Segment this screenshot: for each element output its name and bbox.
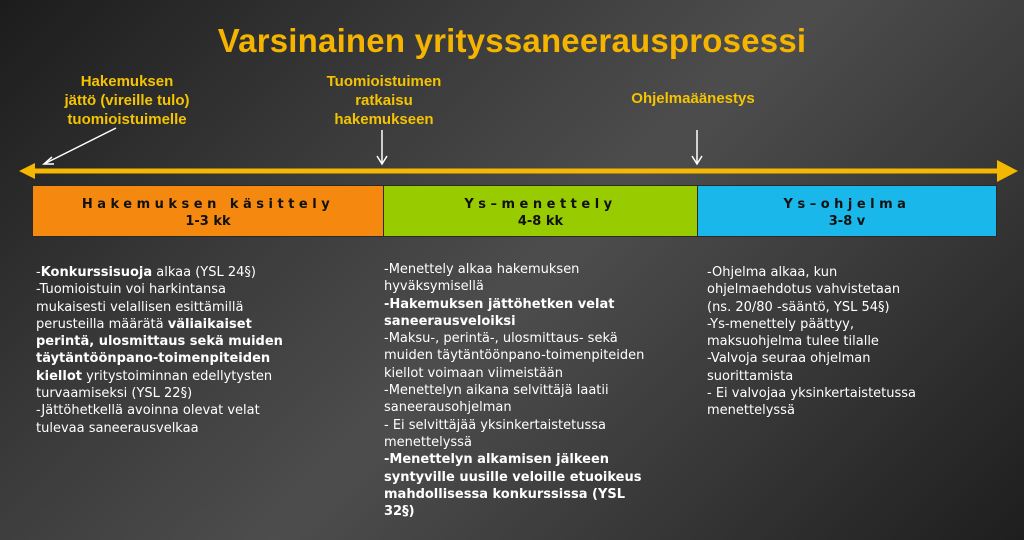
callout-court-line-1: Tuomioistuimen — [326, 73, 442, 90]
text-line: tulevaa saneerausvelkaa — [36, 420, 199, 436]
text-bold: -Hakemuksen jättöhetken velat — [384, 296, 615, 312]
text-bold: väliaikaiset — [167, 316, 252, 332]
timeline-end-arrowhead — [997, 160, 1018, 182]
phase-title: Ys–ohjelma — [783, 197, 911, 212]
callout-filing-line-1: Hakemuksen — [80, 73, 174, 90]
phase-title: Ys–menettely — [464, 197, 617, 212]
text-bold: täytäntöönpano-toimenpiteiden — [36, 351, 271, 367]
text-line: -Tuomioistuin voi harkintansa — [36, 282, 226, 298]
text-line: suorittamista — [707, 368, 794, 384]
text-line: menettelyssä — [707, 403, 795, 419]
phase-duration: 4-8 kk — [517, 214, 564, 229]
text-bold: kiellot — [36, 368, 82, 384]
text-line: - Ei selvittäjää yksinkertaistetussa — [384, 417, 606, 433]
callout-court-line-3: hakemukseen — [334, 111, 434, 128]
text-line — [384, 451, 702, 468]
text-line: ohjelmaehdotus vahvistetaan — [707, 282, 901, 298]
text-bold: mahdollisessa konkurssissa (YSL — [384, 486, 626, 502]
text-line: -Jättöhetkellä avoinna olevat velat — [36, 403, 260, 419]
callout-court-line-2: ratkaisu — [355, 92, 413, 109]
callout-filing-line-2: jättö (vireille tulo) — [64, 92, 190, 109]
pointer-arrow-filing — [44, 128, 116, 164]
text-line: (ns. 20/80 -sääntö, YSL 54§) — [707, 299, 890, 315]
text-line: kiellot voimaan viimeistään — [384, 365, 564, 381]
text-bold: perintä, ulosmittaus sekä muiden — [36, 334, 283, 350]
phase-duration: 1-3 kk — [185, 214, 231, 229]
text-bold: -Menettelyn alkamisen jälkeen — [384, 452, 610, 468]
callout-vote-line-1: Ohjelmaäänestys — [631, 90, 755, 107]
timeline-start-arrowhead — [19, 163, 35, 179]
text-bold: saneerausveloiksi — [384, 313, 516, 329]
text-bold: Konkurssisuoja — [40, 265, 153, 280]
text-line: -Konkurssisuoja alkaa (YSL 24§) — [36, 265, 256, 280]
text-line: -Valvoja seuraa ohjelman — [707, 351, 871, 367]
text-line: -Menettely alkaa hakemuksen — [384, 262, 580, 277]
text-line: -Maksu-, perintä-, ulosmittaus- sekä — [384, 331, 618, 347]
page-title: Varsinainen yrityssaneerausprosessi — [217, 22, 807, 59]
phase-box-program — [697, 185, 997, 237]
text-line: muiden täytäntöönpano-toimenpiteiden — [384, 348, 645, 364]
text-line: hyväksymisellä — [384, 279, 484, 295]
text-line — [36, 350, 376, 367]
text-line: mukaisesti velallisen esittämillä — [36, 299, 244, 315]
text-line: -Ys-menettely päättyy, — [707, 316, 854, 332]
text-line — [384, 313, 702, 330]
text-line: turvaamiseksi (YSL 22§) — [36, 386, 193, 402]
text-line: maksuohjelma tulee tilalle — [707, 334, 879, 350]
text-bold: 32§) — [384, 504, 415, 520]
text-line — [36, 368, 376, 385]
phase-box-application — [32, 185, 384, 237]
text-bold: syntyville uusille veloille etuoikeus — [384, 469, 642, 485]
text-line — [36, 333, 376, 350]
text: alkaa (YSL 24§) — [152, 265, 256, 280]
text-line: -Ohjelma alkaa, kun — [707, 265, 838, 280]
text-line — [384, 296, 702, 313]
text-line — [36, 316, 376, 333]
text: perusteilla määrätä — [36, 316, 168, 332]
text-line: - Ei valvojaa yksinkertaistetussa — [707, 386, 917, 402]
phase-box-proceeding — [383, 185, 698, 237]
callout-filing-line-3: tuomioistuimelle — [67, 111, 187, 128]
text-line: -Menettelyn aikana selvittäjä laatii — [384, 383, 609, 399]
phase-title: Hakemuksen käsittely — [81, 197, 335, 212]
pointer-arrow-vote — [692, 130, 702, 164]
phase-duration: 3-8 v — [828, 214, 866, 229]
text: yritystoiminnan edellytysten — [81, 368, 273, 384]
text-line: menettelyssä — [384, 434, 472, 450]
text-line — [384, 486, 702, 503]
text-line — [384, 503, 702, 520]
text-line: saneerausohjelman — [384, 400, 512, 416]
description-column-application — [36, 264, 376, 437]
description-column-program — [707, 264, 1007, 420]
description-column-proceeding — [384, 261, 702, 520]
pointer-arrow-court — [377, 130, 387, 164]
text-line — [384, 469, 702, 486]
